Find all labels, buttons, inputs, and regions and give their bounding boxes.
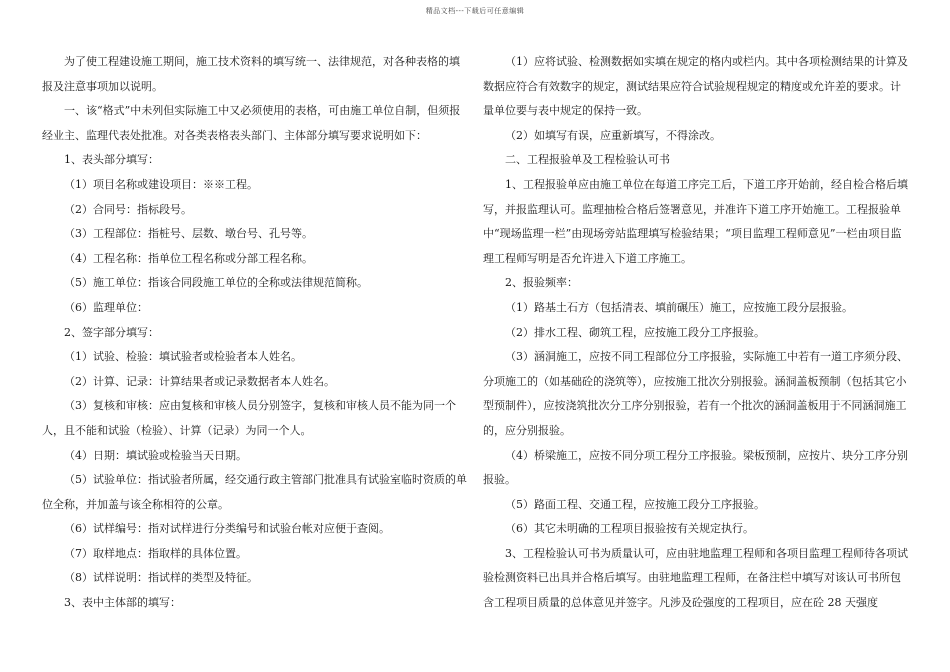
left-paragraph: （4）工程名称：指单位工程名称或分部工程名称。	[64, 251, 313, 265]
left-paragraph: 为了使工程建设施工期间，施工技术资料的填写统一、法律规范，对各种表格的填报及注意事项加以说明。	[42, 55, 460, 93]
left-paragraph: （5）施工单位：指该合同段施工单位的全称或法律规范简称。	[64, 276, 368, 290]
left-column	[42, 50, 468, 616]
right-paragraph: （5）路面工程、交通工程，应按施工段分工序报验。	[505, 497, 765, 511]
left-paragraph: （7）取样地点：指取样的具体位置。	[64, 546, 247, 560]
left-paragraph: 2、签字部分填写：	[64, 325, 159, 339]
left-paragraph: （4）日期：填试验或检验当天日期。	[64, 448, 247, 462]
right-paragraph: （2）排水工程、砌筑工程，应按施工段分工序报验。	[505, 325, 765, 339]
right-paragraph: （4）桥梁施工，应按不同分项工程分工序报验。梁板预制，应按片、块分工序分别报验。	[483, 448, 908, 487]
left-paragraph: （3）工程部位：指桩号、层数、墩台号、孔号等。	[64, 227, 313, 241]
left-paragraph: （2）合同号：指标段号。	[64, 202, 192, 216]
right-paragraph: （3）涵洞施工，应按不同工程部位分工序报验，实际施工中若有一道工序须分段、分项施工的（如基础砼的浇筑等），应按施工批次分别报验。涵洞盖板预制（包括其它小型预制件），应按浇筑批次分工序分别报验，若有一个批次的涵洞盖板用于不同涵洞施工的，应分别报验。	[483, 350, 908, 437]
left-paragraph: （6）监理单位：	[64, 300, 148, 314]
right-paragraph: 1、工程报验单应由施工单位在每道工序完工后，下道工序开始前，经自检合格后填写，并报监理认可。监理抽检合格后签署意见，并准许下道工序开始施工。工程报验单中“现场监理一栏”由现场旁站监理填写检验结果；“项目监理工程师意见”一栏由项目监理工程师写明是否允许进入下道工序施工。	[483, 177, 908, 265]
left-paragraph: 一、该“格式”中未列但实际施工中又必须使用的表格，可由施工单位自制，但须报经业主、监理代表处批准。对各类表格表头部门、主体部分填写要求说明如下：	[42, 104, 461, 142]
left-paragraph: （2）计算、记录：计算结果者或记录数据者本人姓名。	[64, 374, 335, 388]
right-paragraph: 2、报验频率：	[505, 276, 578, 290]
left-paragraph: （1）项目名称或建设项目：※※工程。	[64, 177, 258, 191]
left-paragraph: （6）试样编号：指对试样进行分类编号和试验台帐对应便于查阅。	[64, 522, 390, 536]
left-paragraph: 3、表中主体部的填写：	[64, 596, 181, 610]
left-paragraph: （1）试验、检验：填试验者或检验者本人姓名。	[64, 350, 302, 364]
left-paragraph: 1、表头部分填写：	[64, 153, 159, 167]
page-header: 精品文档---下载后可任意编辑	[425, 7, 525, 15]
right-paragraph: 3、工程检验认可书为质量认可，应由驻地监理工程师和各项目监理工程师待各项试验检测资料已出具并合格后填写。由驻地监理工程师，在备注栏中填写对该认可书所包含工程项目质量的总体意见并签字。凡涉及砼强度的工程项目，应在砼 28 天强度	[483, 546, 908, 610]
right-paragraph: （2）如填写有误，应重新填写，不得涂改。	[505, 128, 721, 142]
left-paragraph: （5）试验单位：指试验者所属，经交通行政主管部门批准具有试验室临时资质的单位全称，并加盖与该全称相符的公章。	[42, 473, 467, 511]
right-paragraph: 二、工程报验单及工程检验认可书	[505, 153, 670, 167]
right-paragraph: （1）路基土石方（包括清表、填前碾压）施工，应按施工段分层报验。	[505, 300, 853, 314]
left-paragraph: （3）复核和审核：应由复核和审核人员分别签字，复核和审核人员不能为同一个人，且不能和试验（检验）、计算（记录）为同一个人。	[42, 399, 456, 437]
right-column	[483, 50, 909, 616]
right-paragraph: （6）其它未明确的工程项目报验按有关规定执行。	[505, 522, 754, 536]
left-paragraph: （8）试样说明：指试样的类型及特征。	[64, 571, 258, 585]
right-paragraph: （1）应将试验、检测数据如实填在规定的格内或栏内。其中各项检测结果的计算及数据应符合有效数字的规定，测试结果应符合试验规程规定的精度或允许差的要求。计量单位要与表中规定的保持一致。	[483, 55, 908, 118]
